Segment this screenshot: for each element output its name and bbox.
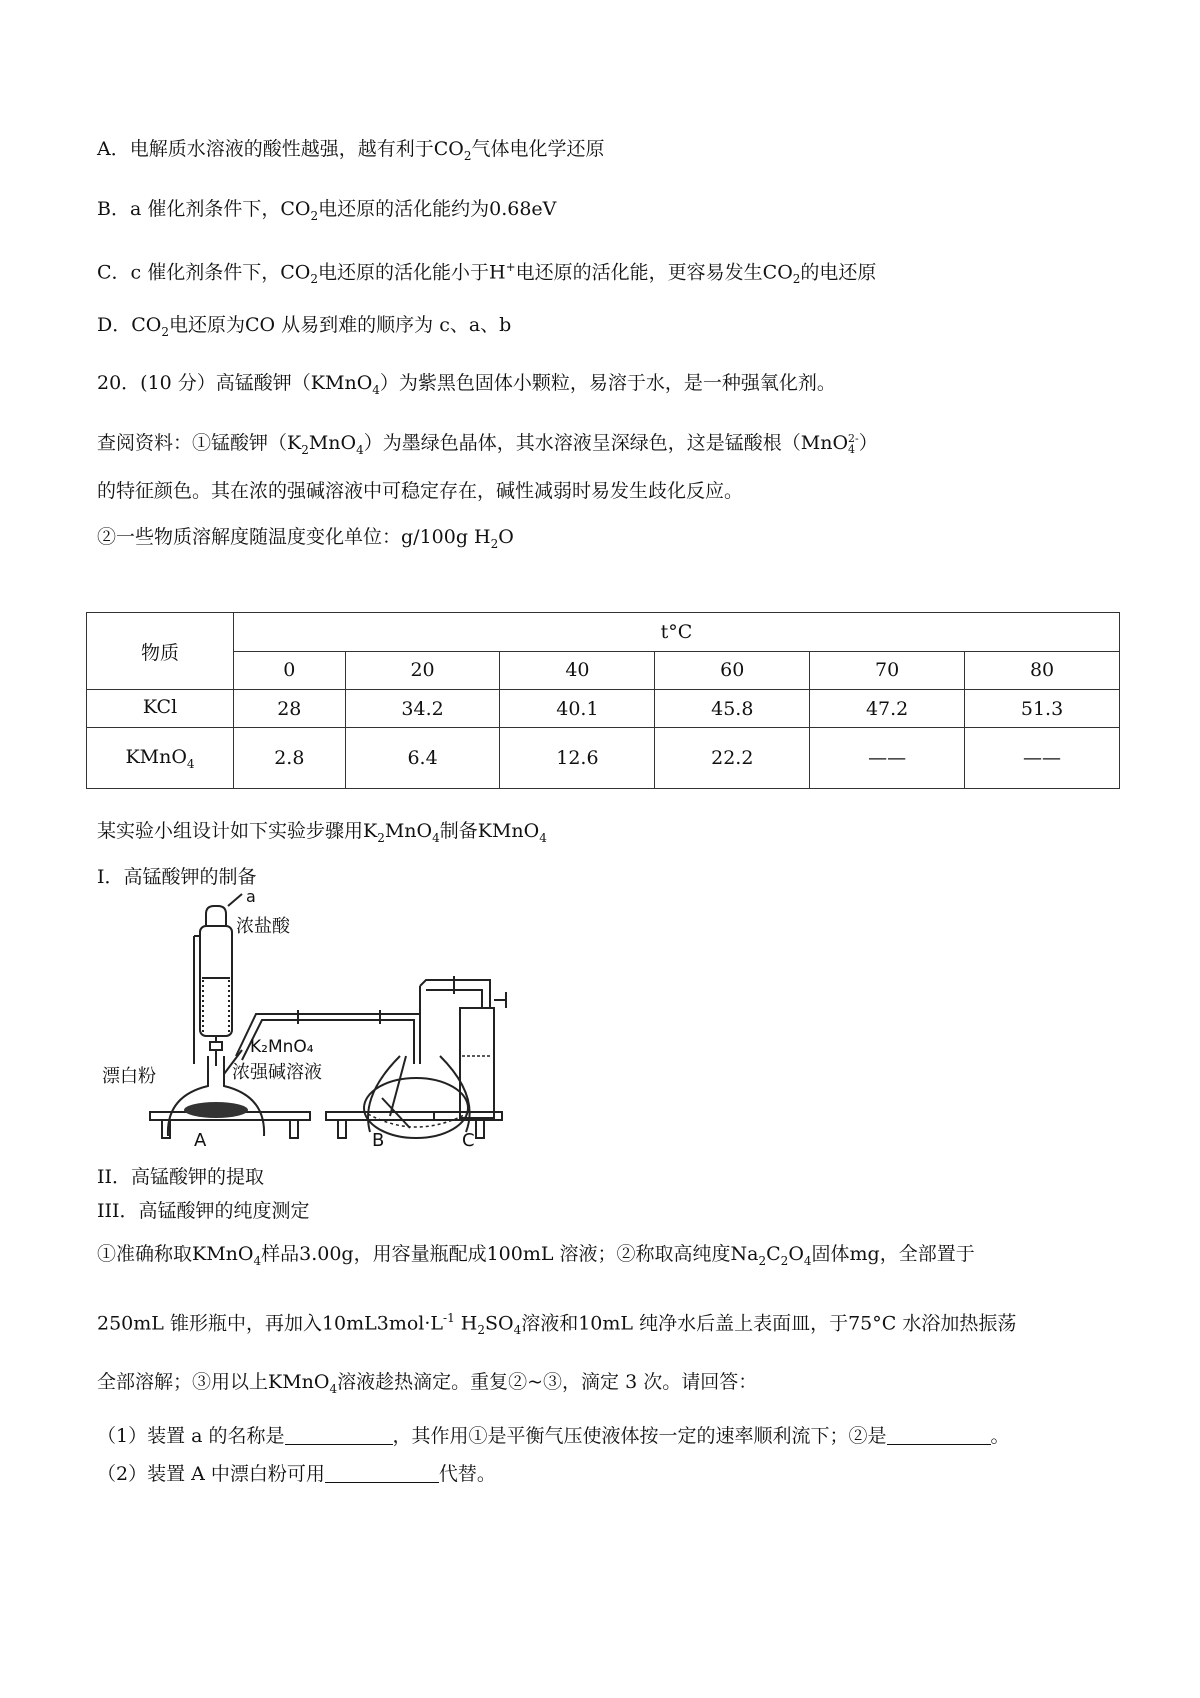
answer-blank-2[interactable]	[887, 1424, 991, 1445]
value-cell: 47.2	[810, 690, 965, 728]
value-cell: 2.8	[234, 728, 346, 789]
step-3: III．高锰酸钾的纯度测定	[97, 1200, 310, 1222]
temp-cell: 80	[965, 651, 1120, 690]
q20-intro: 20．(10 分）高锰酸钾（KMnO$_4$）为紫黑色固体小颗粒，易溶于水，是一种强氧化剂。	[97, 372, 836, 397]
table-row	[87, 690, 1120, 728]
reference-1-cont: 的特征颜色。其在浓的强碱溶液中可稳定存在，碱性减弱时易发生歧化反应。	[97, 480, 744, 502]
label-alkali-solution: 浓强碱溶液	[232, 1062, 322, 1083]
temp-cell: 60	[655, 651, 810, 690]
label-B: B	[372, 1130, 385, 1151]
design-sentence: 某实验小组设计如下实验步骤用$K_2MnO_4$制备KMnO$_4$	[97, 820, 547, 845]
procedure-line-3: 全部溶解；③用以上KMnO$_4$溶液趁热滴定。重复②~③，滴定 3 次。请回答：	[97, 1371, 758, 1396]
temp-cell: 40	[500, 651, 655, 690]
label-C: C	[462, 1130, 475, 1151]
option-a: A．电解质水溶液的酸性越强，越有利于$CO_2$气体电化学还原	[97, 138, 605, 163]
option-b: B．a 催化剂条件下，$CO_2$电还原的活化能约为0.68eV	[97, 198, 557, 223]
label-hcl: 浓盐酸	[236, 916, 290, 937]
temp-cell: 70	[810, 651, 965, 690]
apparatus-diagram	[102, 887, 550, 1151]
value-cell: 45.8	[655, 690, 810, 728]
value-cell: 34.2	[345, 690, 500, 728]
step-1: I．高锰酸钾的制备	[97, 866, 257, 888]
substance-kcl: KCl	[87, 690, 234, 728]
table-row	[87, 728, 1120, 789]
procedure-line-1: ①准确称取KMnO$_4$样品3.00g，用容量瓶配成100mL 溶液；②称取高纯度$Na_2C_2O_4$固体mg，全部置于	[97, 1243, 975, 1268]
label-a: a	[246, 887, 256, 906]
reference-2: ②一些物质溶解度随温度变化单位：g/100g $H_2O$	[97, 526, 514, 551]
option-c: C．c 催化剂条件下，$CO_2$电还原的活化能小于H+电还原的活化能，更容易发生$CO_2$的电还原	[97, 260, 877, 287]
value-cell: 12.6	[500, 728, 655, 789]
label-k2mno4: K₂MnO₄	[250, 1037, 314, 1057]
value-cell: ——	[810, 728, 965, 789]
label-bleach: 漂白粉	[102, 1066, 156, 1087]
reference-1: 查阅资料：①锰酸钾$(K_2MnO_4)$为墨绿色晶体，其水溶液呈深绿色，这是锰酸根（MnO 2- 4 ）	[97, 432, 878, 457]
question-2: （2）装置 A 中漂白粉可用 代替。	[97, 1463, 496, 1485]
value-cell: 40.1	[500, 690, 655, 728]
label-A: A	[194, 1130, 207, 1151]
question-1: （1）装置 a 的名称是 ，其作用①是平衡气压使液体按一定的速率顺利流下；②是 。	[97, 1425, 1010, 1447]
option-d: D．$CO_2$电还原为CO 从易到难的顺序为 c、a、b	[97, 314, 512, 339]
answer-blank-1[interactable]	[285, 1424, 393, 1445]
temp-cell: 0	[234, 651, 346, 690]
value-cell: ——	[965, 728, 1120, 789]
procedure-line-2: 250mL 锥形瓶中，再加入$10mL3mol\cdot L^{-1}$ $H_2SO_4$溶液和10mL 纯净水后盖上表面皿，于75°C 水浴加热振荡	[97, 1311, 1017, 1338]
temp-cell: 20	[345, 651, 500, 690]
substance-kmno4: KMnO$_4$	[87, 728, 234, 789]
header-substance: 物质	[87, 613, 234, 690]
value-cell: 28	[234, 690, 346, 728]
step-2: II．高锰酸钾的提取	[97, 1166, 265, 1188]
value-cell: 6.4	[345, 728, 500, 789]
solubility-table	[86, 612, 1120, 789]
answer-blank-3[interactable]	[325, 1462, 439, 1483]
value-cell: 51.3	[965, 690, 1120, 728]
value-cell: 22.2	[655, 728, 810, 789]
header-temperature: t°C	[234, 613, 1120, 652]
